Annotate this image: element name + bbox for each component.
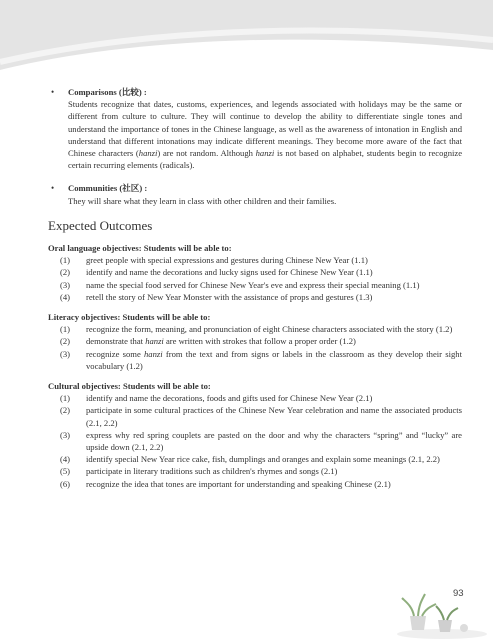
text-segment: retell the story of New Year Monster with the assistance of props and gestures (1.3)	[86, 291, 373, 302]
text-segment: recognize the form, meaning, and pronunciation of eight Chinese characters associated with the story (1.2)	[86, 324, 453, 335]
text-segment: express why red spring couplets are pasted on the door and why the characters “spring” and “lucky” are upside down (2.1, 2.2)	[86, 429, 462, 453]
objective-number: (2)	[60, 267, 71, 278]
text-segment: recognize the idea that tones are important for understanding and speaking Chinese (2.1)	[86, 478, 391, 489]
text-segment: identify special New Year rice cake, fish, dumplings and oranges and explain some meanings (2.1, 2.2)	[86, 454, 440, 465]
objective-item	[48, 266, 462, 278]
objective-section-heading: Literacy objectives: Students will be able to:	[48, 312, 211, 323]
objective-number: (1)	[60, 255, 71, 266]
objective-item	[48, 254, 462, 266]
objective-list	[48, 323, 462, 372]
objective-number: (3)	[60, 429, 71, 440]
text-segment: They will share what they learn in class with other children and their families.	[68, 195, 337, 206]
text-segment: recognize some	[86, 348, 144, 359]
text-segment: name the special food served for Chinese New Year's eve and express their special meaning (1.1)	[86, 279, 420, 290]
bullet-title: Communities (社区) :	[68, 183, 148, 194]
italic-term: hanzi	[138, 148, 158, 159]
bullet-dot-icon: •	[51, 87, 55, 97]
objective-section-heading: Oral language objectives: Students will be able to:	[48, 243, 232, 254]
objective-item	[48, 348, 462, 372]
bullet-paragraph	[68, 195, 462, 207]
text-segment: are written with strokes that follow a proper order (1.2)	[163, 336, 356, 347]
bullet-item	[48, 182, 462, 206]
objective-number: (4)	[60, 291, 71, 302]
text-segment: is not based on alphabet, students begin to recognize certain recurring elements (radicals).	[68, 148, 463, 171]
objective-sections	[48, 242, 462, 490]
objective-list	[48, 254, 462, 303]
bullet-paragraph	[68, 98, 462, 171]
objective-number: (3)	[60, 348, 71, 359]
objective-item	[48, 392, 462, 404]
objective-item	[48, 429, 462, 453]
page-number: 93	[453, 588, 464, 599]
text-segment: participate in some cultural practices of the Chinese New Year celebration and name the associated products (2.1, 2.2)	[86, 405, 462, 428]
objective-item	[48, 465, 462, 477]
objective-section-heading: Cultural objectives: Students will be able to:	[48, 381, 211, 392]
objective-item	[48, 291, 462, 303]
bullet-title: Comparisons (比较) :	[68, 87, 147, 97]
bullet-dot-icon: •	[51, 183, 55, 194]
objective-item	[48, 279, 462, 291]
text-segment: greet people with special expressions and gestures during Chinese New Year (1.1)	[86, 255, 368, 266]
text-segment: identify and name the decorations, foods and gifts used for Chinese New Year (2.1)	[86, 393, 373, 404]
objective-list	[48, 392, 462, 490]
objective-item	[48, 323, 462, 335]
objective-number: (2)	[60, 336, 71, 347]
objective-number: (1)	[60, 324, 71, 335]
objective-number: (1)	[60, 393, 71, 404]
potted-plants-illustration	[392, 578, 493, 640]
text-segment: from the text and from signs or labels in the classroom as they develop their sight vocabulary (1.2)	[86, 348, 462, 371]
italic-term: hanzi	[144, 348, 163, 359]
text-segment: demonstrate that	[86, 336, 146, 347]
italic-term: hanzi	[145, 336, 164, 347]
objective-item	[48, 453, 462, 465]
outcomes-heading: Expected Outcomes	[48, 217, 153, 233]
standards-bullet-list	[48, 86, 462, 207]
objective-item	[48, 478, 462, 490]
italic-term: hanzi	[255, 148, 275, 159]
text-segment: Students recognize that dates, customs, experiences, and legends associated with holidays may be the same or different from culture to culture. They will continue to develop the ability to differentiate single tones and understand the importance of tones in the Chinese language, as well as the awareness of intonation in English and understand that different intonations may indicate different meanings. They become more aware of the fact that Chinese characters (	[68, 99, 462, 159]
page-content	[48, 86, 462, 490]
text-segment: identify and name the decorations and lucky signs used for Chinese New Year (1.1)	[86, 267, 373, 278]
objective-item	[48, 404, 462, 428]
objective-item	[48, 335, 462, 347]
text-segment: participate in literary traditions such as children's rhymes and songs (2.1)	[86, 466, 338, 477]
bullet-item	[48, 86, 462, 171]
objective-number: (3)	[60, 279, 71, 290]
text-segment: ) are not random. Although	[157, 148, 256, 159]
header-swoosh-decoration	[0, 0, 493, 95]
objective-number: (5)	[60, 466, 71, 477]
objective-number: (6)	[60, 478, 71, 489]
objective-number: (4)	[60, 454, 71, 465]
objective-number: (2)	[60, 405, 71, 416]
